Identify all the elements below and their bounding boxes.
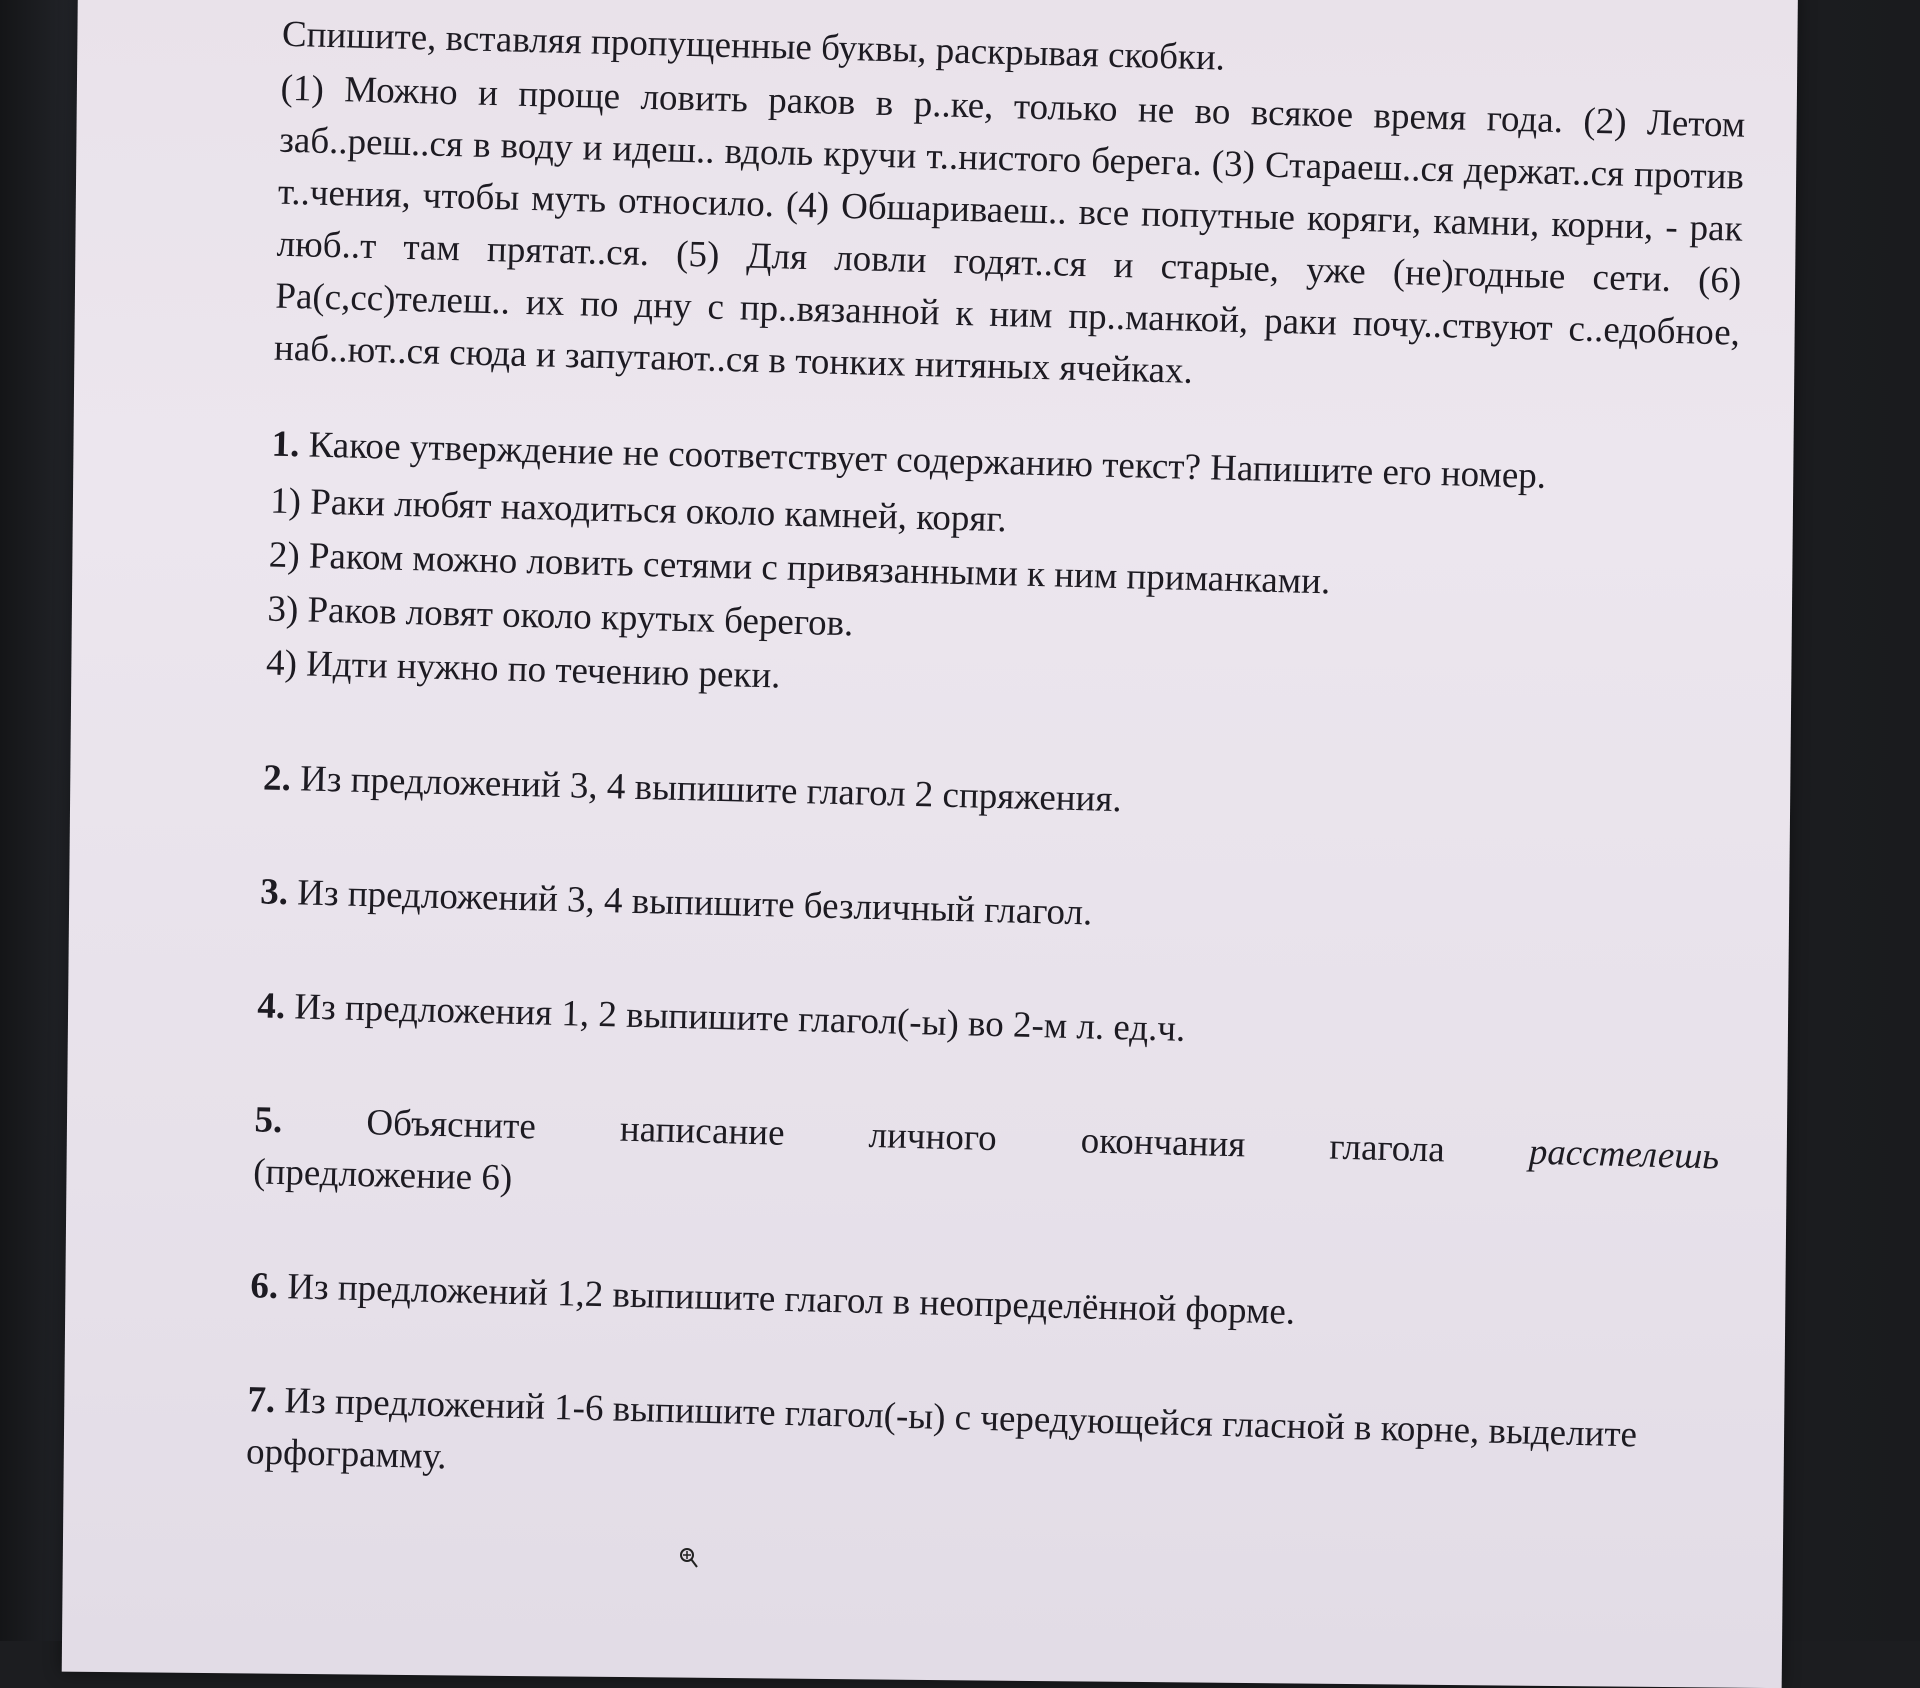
task-text: Объясните написание личного окончания глагола bbox=[365, 1102, 1446, 1171]
task-text: Из предложений 1-6 выпишите глагол(-ы) с чередующейся гласной в корне, выделите орфограмму. bbox=[245, 1380, 1638, 1478]
task-text: Из предложений 1,2 выпишите глагол в неопределённой форме. bbox=[286, 1266, 1296, 1333]
answer-option-2: 2) Раком можно ловить сетями с привязанными к ним приманками. bbox=[268, 534, 1331, 603]
task-number: 3. bbox=[259, 871, 289, 914]
task-5 bbox=[253, 1094, 1720, 1235]
task-text: Из предложений 3, 4 выпишите безличный глагол. bbox=[296, 872, 1093, 934]
instruction-heading: Спишите, вставляя пропущенные буквы, раскрывая скобки. bbox=[281, 13, 1226, 79]
task-number: 2. bbox=[262, 757, 292, 800]
task-6 bbox=[250, 1260, 1716, 1349]
task-3 bbox=[260, 866, 1726, 955]
task-2 bbox=[263, 752, 1729, 841]
task-number: 1. bbox=[271, 423, 300, 466]
answer-option-3: 3) Раков ловят около крутых берегов. bbox=[266, 588, 854, 645]
cursor-icon bbox=[678, 1546, 700, 1572]
task-text: Из предложения 1, 2 выпишите глагол(-ы) во 2-м л. ед.ч. bbox=[293, 986, 1186, 1050]
task-5-line-2: (предложение 6) bbox=[252, 1151, 513, 1199]
task-number: 6. bbox=[249, 1265, 279, 1307]
task-italic-word: расстелешь bbox=[1528, 1131, 1720, 1178]
task-text: Какое утверждение не соответствует содержанию текст? Напишите его номер. bbox=[308, 424, 1547, 497]
passage-text: (1) Можно и проще ловить раков в р..ке, только не во всякое время года. (2) Летом заб..реш..ся в воду и идеш.. вдоль кручи т..нистого берега. (3) Стараеш..ся держат..ся против т..чения, чтобы муть относило. (4) Обшариваеш.. все попутные коряги, камни, корни, - рак люб..т там прятат..ся. (5) Для ловли годят..ся и старые, уже (не)годные сети. (6) Ра(с,сс)телеш.. их по дну с пр..вязанной к ним пр..манкой, раки почу..ствуют с..едобное, наб..ют..ся сюда и запутают..ся в тонких нитяных ячейках. bbox=[273, 67, 1746, 392]
answer-option-1: 1) Раки любят находиться около камней, коряг. bbox=[269, 480, 1008, 541]
paper-sheet bbox=[62, 0, 1798, 1688]
task-number: 5. bbox=[254, 1099, 283, 1142]
answer-option-4: 4) Идти нужно по течению реки. bbox=[265, 642, 781, 697]
answer-options bbox=[265, 475, 1735, 728]
task-number: 7. bbox=[246, 1379, 276, 1421]
task-4 bbox=[257, 980, 1723, 1069]
task-number: 4. bbox=[256, 985, 286, 1028]
task-1 bbox=[265, 419, 1736, 728]
task-text: Из предложений 3, 4 выпишите глагол 2 спряжения. bbox=[299, 758, 1123, 821]
task-7 bbox=[245, 1374, 1712, 1515]
worksheet-content bbox=[245, 9, 1747, 1516]
